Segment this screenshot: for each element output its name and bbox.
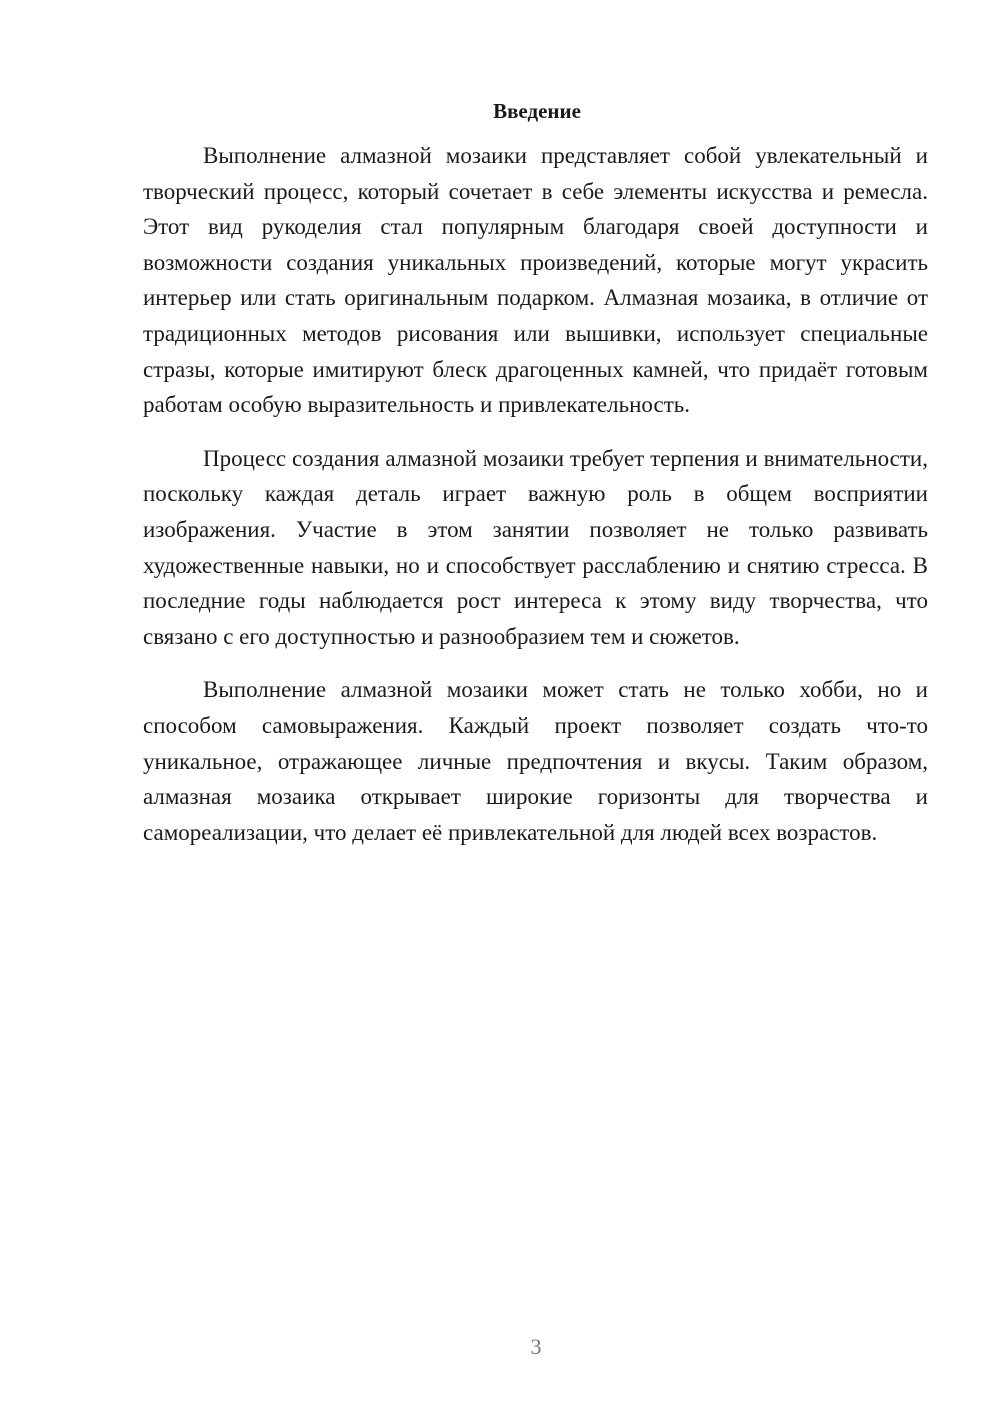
- section-title: Введение: [493, 99, 581, 123]
- paragraph-1: Выполнение алмазной мозаики представляет собой увлекательный и творческий процесс, который сочетает в себе элементы искусства и ремесла. Этот вид рукоделия стал популярным благодаря своей доступности и возможности создания уникальных произведений, которые могут украсить интерьер или стать оригинальным подарком. Алмазная мозаика, в отличие от традиционных методов рисования или вышивки, использует специальные стразы, которые имитируют блеск драгоценных камней, что придаёт готовым работам особую выразительность и привлекательность.: [143, 143, 928, 418]
- paragraph-3: Выполнение алмазной мозаики может стать не только хобби, но и способом самовыражения. Каждый проект позволяет создать что-то уникальное, отражающее личные предпочтения и вкусы. Таким образом, алмазная мозаика открывает широкие горизонты для творчества и самореализации, что делает её привлекательной для людей всех возрастов.: [143, 677, 928, 845]
- page-body: [143, 94, 928, 850]
- paragraph-2: Процесс создания алмазной мозаики требует терпения и внимательности, поскольку каждая деталь играет важную роль в общем восприятии изображения. Участие в этом занятии позволяет не только развивать художественные навыки, но и способствует расслаблению и снятию стресса. В последние годы наблюдается рост интереса к этому виду творчества, что связано с его доступностью и разнообразием тем и сюжетов.: [143, 445, 928, 649]
- page-number: 3: [530, 1334, 542, 1359]
